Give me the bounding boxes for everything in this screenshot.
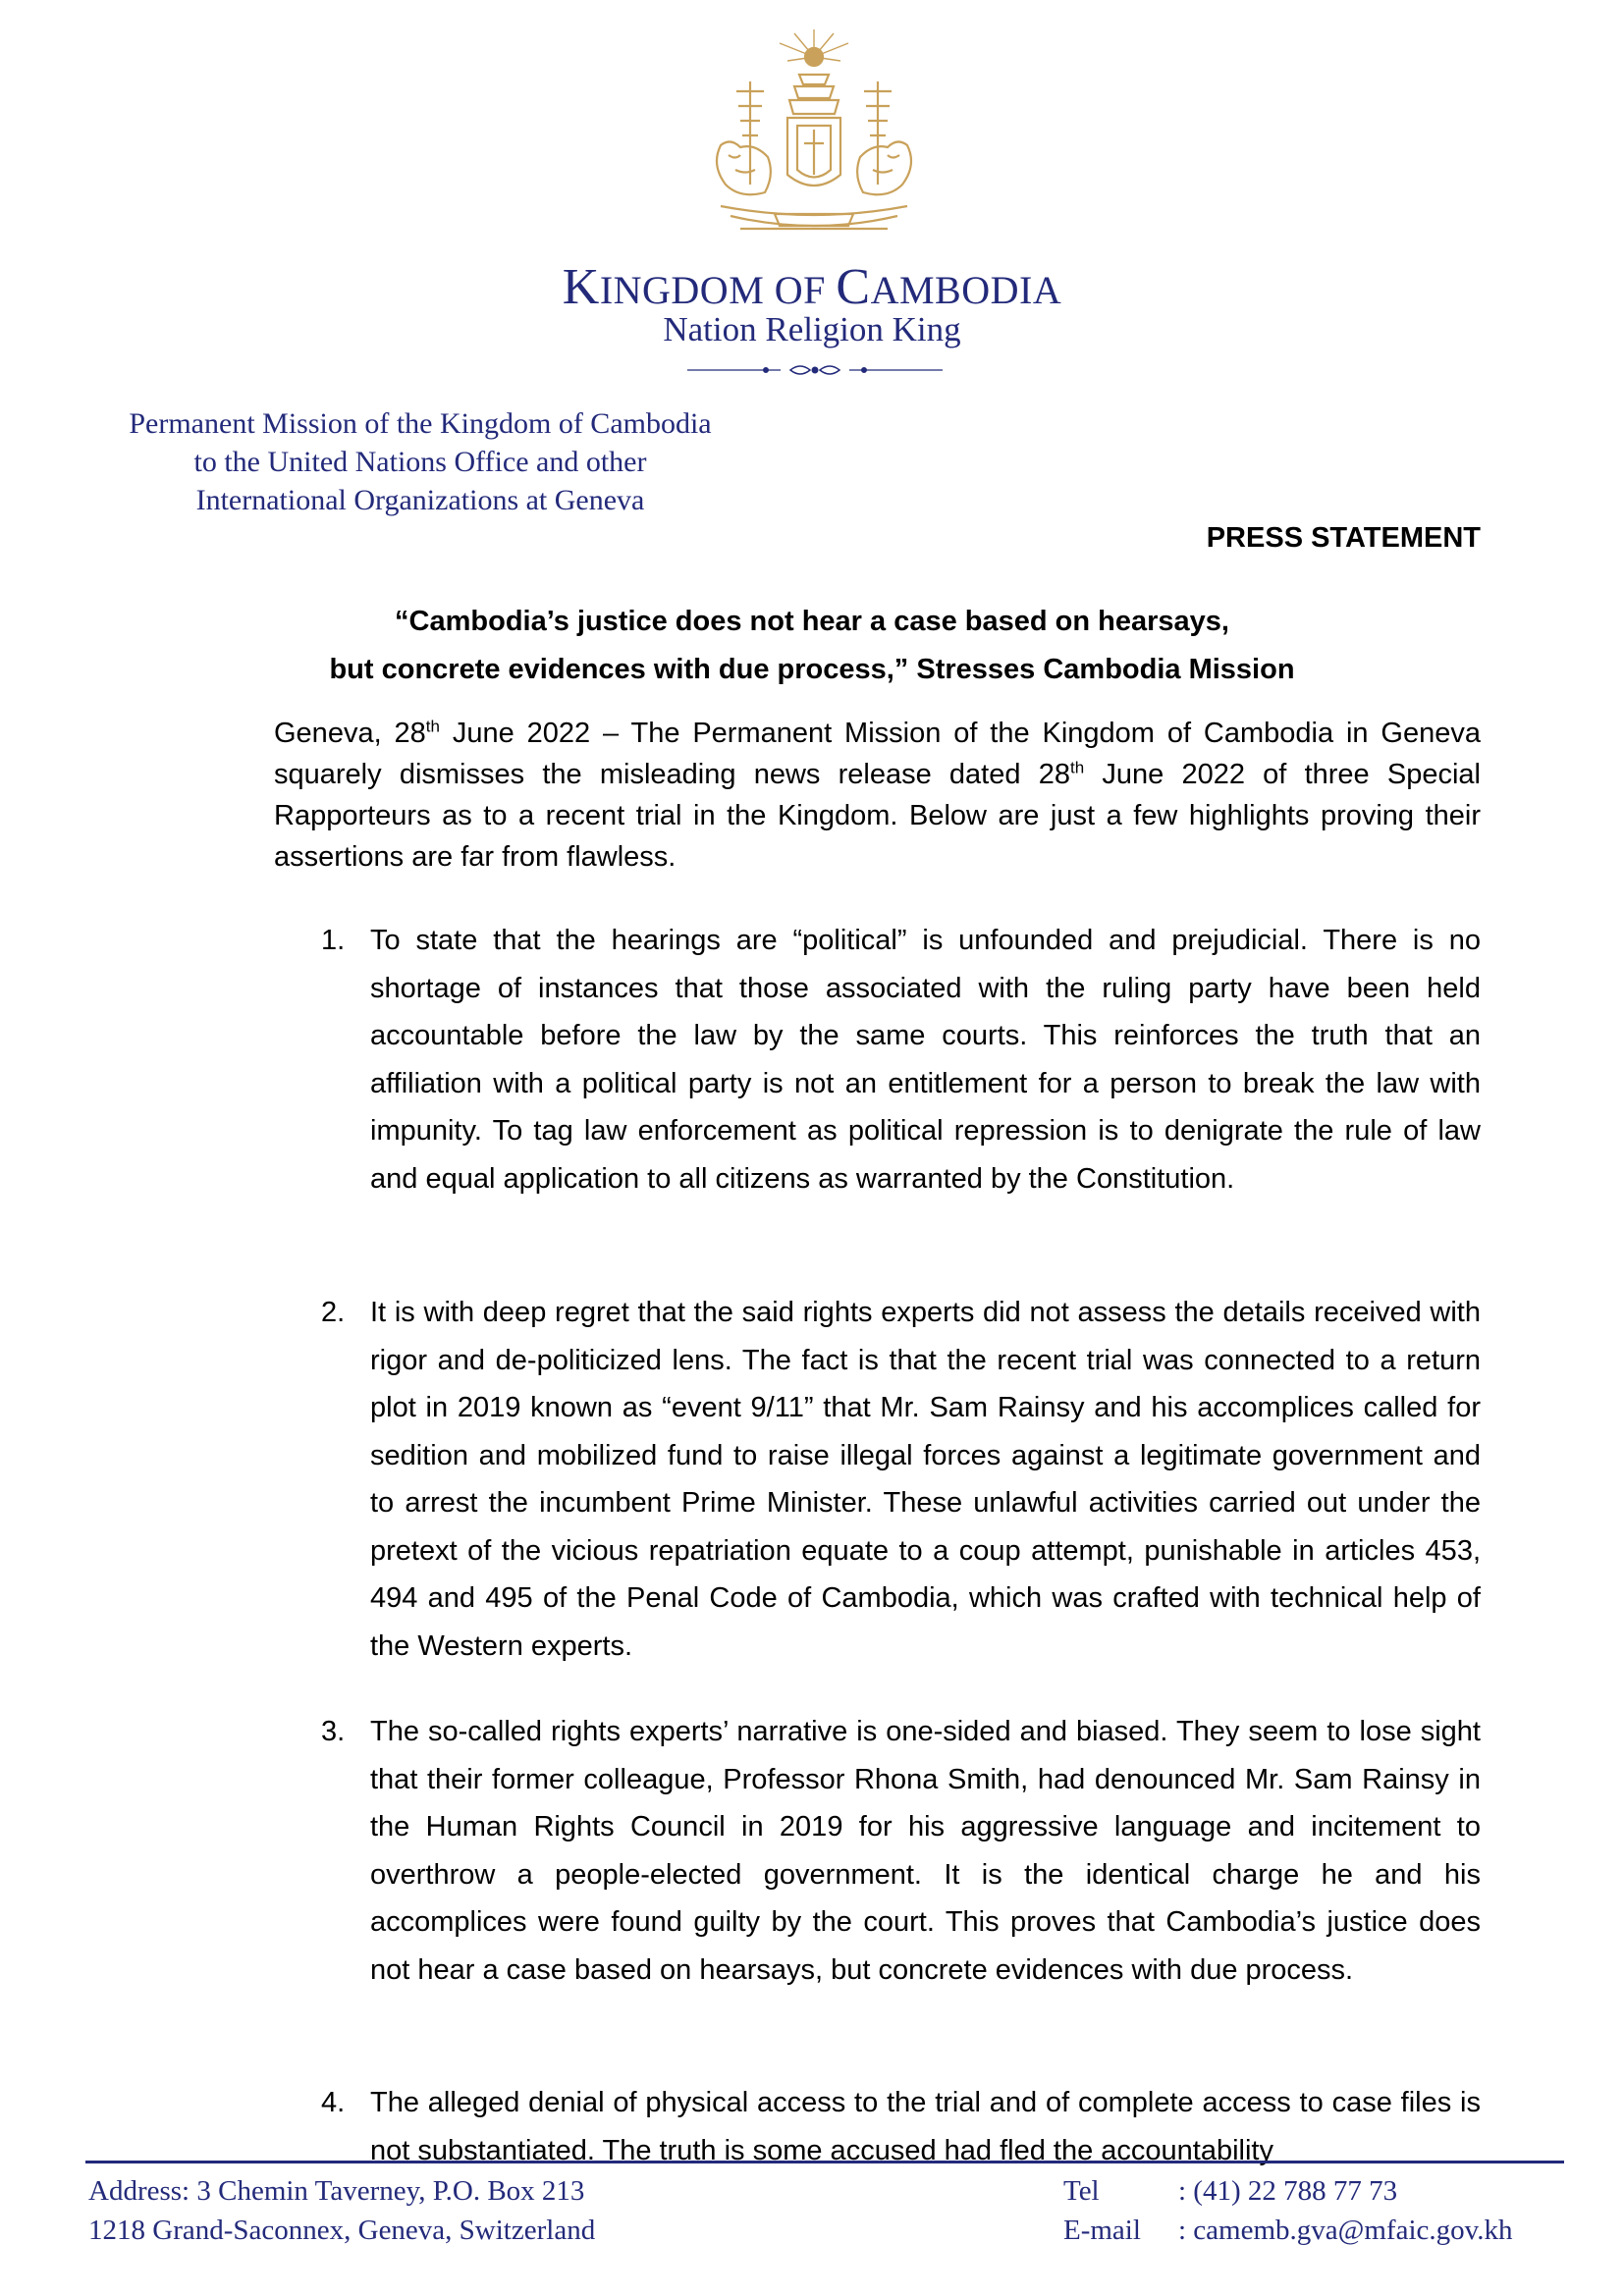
address-line-1: Address: 3 Chemin Taverney, P.O. Box 213 — [88, 2175, 585, 2207]
kingdom-title-part: INGDOM OF — [599, 268, 837, 312]
kingdom-title-end: AMBODIA — [870, 268, 1062, 312]
list-item-text: The alleged denial of physical access to the trial and of complete access to case files is not substantiated. The truth is some accused had fled the accountability — [370, 2087, 1481, 2166]
tel-label: Tel — [1063, 2175, 1100, 2207]
footer-address — [88, 2171, 595, 2250]
list-item-number: 2. — [321, 1297, 346, 1328]
headline-line-1: “Cambodia’s justice does not hear a case based on hearsays, — [395, 606, 1229, 637]
email-label: E-mail — [1063, 2215, 1141, 2246]
intro-sup-2: th — [1069, 758, 1085, 777]
headline-line-2: but concrete evidences with due process,” Stresses Cambodia Mission — [329, 654, 1295, 685]
footer-contact-labels — [1063, 2171, 1141, 2250]
intro-text-2: June 2022 – The Permanent Mission of the Kingdom of Cambodia in Geneva squarely dismisses the misleading news release dated 28 — [274, 718, 1481, 790]
royal-arms-crest-icon — [681, 27, 947, 253]
mission-line-1: Permanent Mission of the Kingdom of Cambodia — [129, 407, 712, 440]
mission-line-2: to the United Nations Office and other — [193, 446, 647, 478]
national-motto: Nation Religion King — [663, 310, 961, 348]
kingdom-title-c: C — [836, 259, 871, 315]
list-item-text: It is with deep regret that the said rights experts did not assess the details received with rigor and de-politicized lens. The fact is that the recent trial was connected to a return plot in 2019 known as “event 9/11” that Mr. Sam Rainsy and his accomplices called for sedition and mobilized fund to raise illegal forces against a legitimate government and to arrest the incumbent Prime Minister. These unlawful activities carried out under the pretext of the vicious repatriation equate to a coup attempt, punishable in articles 453, 494 and 495 of the Penal Code of Cambodia, which was crafted with technical help of the Western experts. — [370, 1297, 1481, 1662]
list-item-number: 3. — [321, 1716, 346, 1747]
mission-name — [77, 404, 764, 519]
tel-value: : (41) 22 788 77 73 — [1178, 2175, 1398, 2207]
kingdom-title-k: K — [562, 259, 600, 315]
email-value: : camemb.gva@mfaic.gov.kh — [1178, 2215, 1513, 2246]
kingdom-title — [0, 258, 1624, 316]
list-item-text: To state that the hearings are “political” is unfounded and prejudicial. There is no shortage of instances that those associated with the ruling party have been held accountable before the law by the same courts. This reinforces the truth that an affiliation with a political party is not an entitlement for a person to break the law with impunity. To tag law enforcement as political repression is to denigrate the rule of law and equal application to all citizens as warranted by the Constitution. — [370, 925, 1481, 1195]
divider-ornament-icon — [687, 361, 943, 379]
headline — [0, 598, 1624, 694]
intro-sup-1: th — [425, 717, 440, 736]
list-item-number: 1. — [321, 925, 346, 956]
footer-contact-values — [1178, 2171, 1513, 2250]
list-item — [321, 1708, 1481, 1994]
list-item — [321, 917, 1481, 1202]
list-item — [321, 1289, 1481, 1670]
press-statement-label: PRESS STATEMENT — [1206, 522, 1481, 554]
intro-text-3: June 2022 of three Special Rapporteurs as to a recent trial in the Kingdom. Below are just a few highlights proving their assertions are far from flawless. — [274, 759, 1481, 873]
mission-line-3: International Organizations at Geneva — [195, 484, 645, 516]
intro-paragraph — [274, 713, 1481, 878]
address-line-2: 1218 Grand-Saconnex, Geneva, Switzerland — [88, 2215, 596, 2246]
list-item-text: The so-called rights experts’ narrative is one-sided and biased. They seem to lose sight that their former colleague, Professor Rhona Smith, had denounced Mr. Sam Rainsy in the Human Rights Council in 2019 for his aggressive language and incitement to overthrow a people-elected government. It is the identical charge he and his accomplices were found guilty by the court. This proves that Cambodia’s justice does not hear a case based on hearsays, but concrete evidences with due process. — [370, 1716, 1481, 1986]
list-item-number: 4. — [321, 2087, 346, 2118]
intro-text-1: Geneva, 28 — [274, 718, 426, 749]
footer-divider — [85, 2161, 1564, 2163]
